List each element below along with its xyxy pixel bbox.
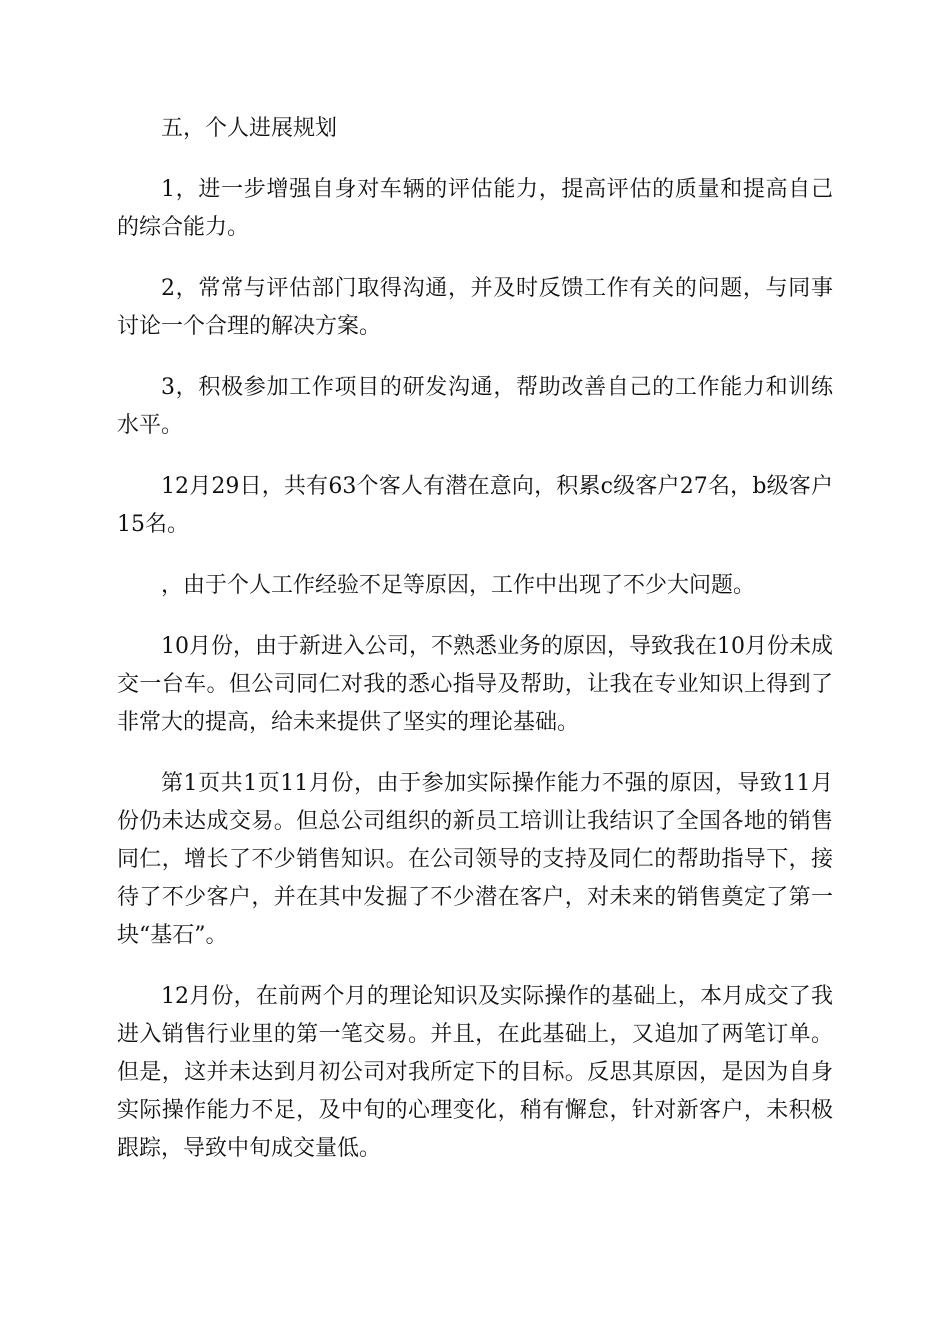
customer-summary-paragraph: 12月29日，共有63个客人有潜在意向，积累c级客户27名，b级客户15名。 [117, 474, 833, 537]
november-paragraph: 第1页共1页11月份，由于参加实际操作能力不强的原因，导致11月份仍未达成交易。但总公司组织的新员工培训让我结识了全国各地的销售同仁，增长了不少销售知识。在公司领导的支持及同仁的帮助指导下，接待了不少客户，并在其中发掘了不少潜在客户，对未来的销售奠定了第一块“基石”。 [117, 771, 833, 948]
section-heading-personal-plan: 五，个人进展规划 [161, 116, 338, 141]
document-body [117, 110, 833, 1191]
december-paragraph: 12月份，在前两个月的理论知识及实际操作的基础上，本月成交了我进入销售行业里的第一笔交易。并且，在此基础上，又追加了两笔订单。但是，这并未达到月初公司对我所定下的目标。反思其原因，是因为自身实际操作能力不足，及中旬的心理变化，稍有懈怠，针对新客户，未积极跟踪，导致中旬成交量低。 [117, 984, 833, 1161]
problem-summary-paragraph: ，由于个人工作经验不足等原因，工作中出现了不少大问题。 [161, 573, 756, 598]
plan-item-3: 3，积极参加工作项目的研发沟通，帮助改善自己的工作能力和训练水平。 [117, 375, 833, 438]
plan-item-1: 1，进一步增强自身对车辆的评估能力，提高评估的质量和提高自己的综合能力。 [117, 177, 833, 240]
october-paragraph: 10月份，由于新进入公司，不熟悉业务的原因，导致我在10月份未成交一台车。但公司同仁对我的悉心指导及帮助，让我在专业知识上得到了非常大的提高，给未来提供了坚实的理论基础。 [117, 634, 833, 735]
plan-item-2: 2，常常与评估部门取得沟通，并及时反馈工作有关的问题，与同事讨论一个合理的解决方案。 [117, 276, 833, 339]
